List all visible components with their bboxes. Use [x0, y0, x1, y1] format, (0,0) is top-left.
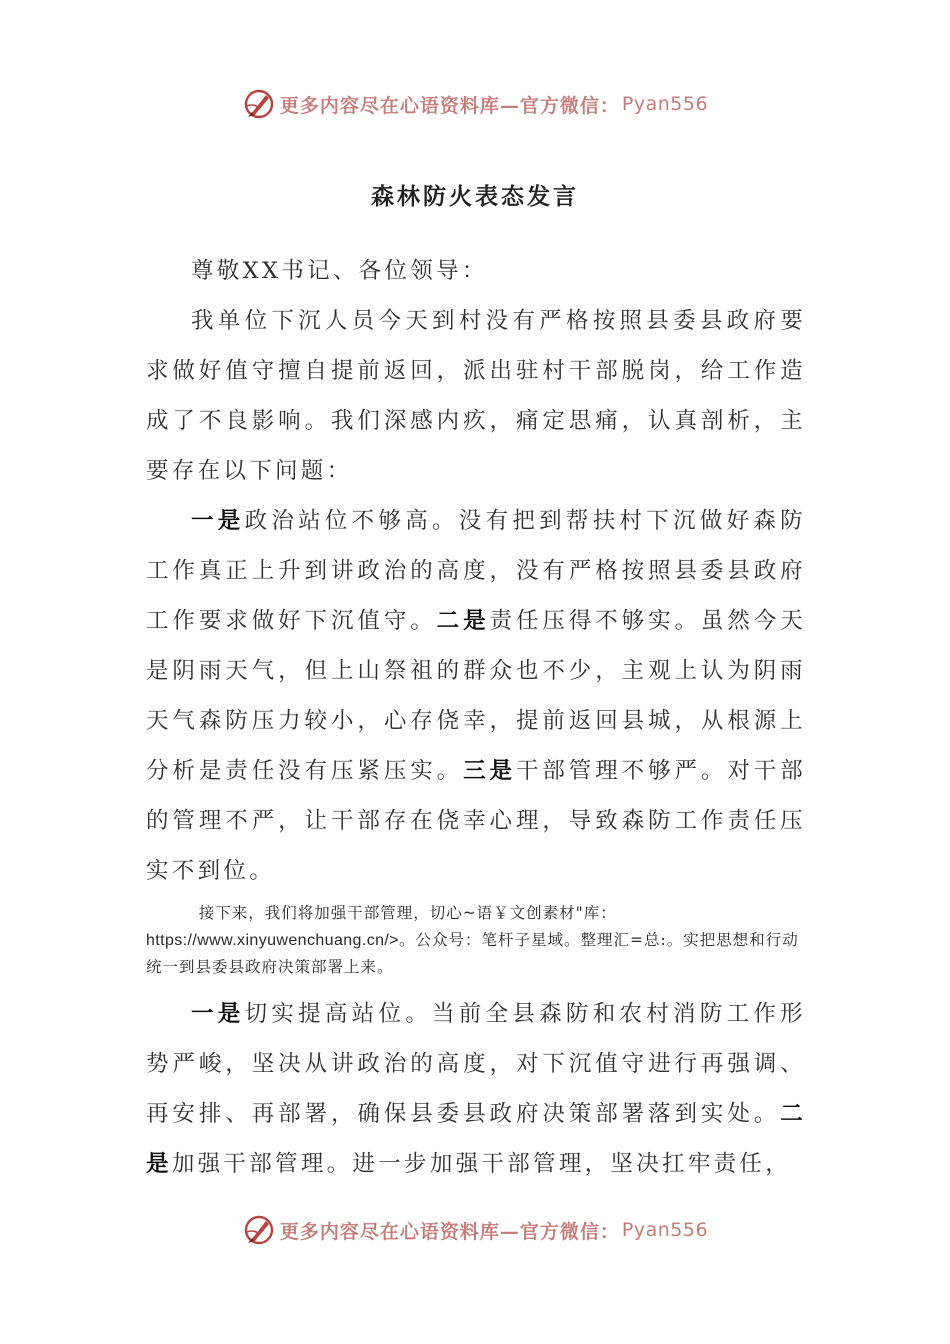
measure-2-label: 二是: [146, 1101, 806, 1177]
pen-logo-icon: [242, 87, 276, 121]
note-url: https://www.xinyuwenchuang.cn/>: [146, 932, 399, 949]
problem-1-text: 政治站位不够高。没有把到帮扶村下沉做好森防工作真正上升到讲政治的高度，没有严格按照县委县政府工作要求做好下沉值守。: [146, 508, 806, 634]
measure-1-text: 切实提高站位。当前全县森防和农村消防工作形势严峻，坚决从讲政治的高度，对下沉值守进行再强调、再安排、再部署，确保县委县政府决策部署落到实处。: [146, 1001, 806, 1127]
problem-3-text: 干部管理不够严。对干部的管理不严，让干部存在侥幸心理，导致森防工作责任压实不到位。: [146, 758, 806, 884]
problem-2-text: 责任压得不够实。虽然今天是阴雨天气，但上山祭祖的群众也不少，主观上认为阴雨天气森防压力较小，心存侥幸，提前返回县城，从根源上分析是责任没有压紧压实。: [146, 608, 806, 784]
intro-paragraph: 我单位下沉人员今天到村没有严格按照县委县政府要求做好值守擅自提前返回，派出驻村干部脱岗，给工作造成了不良影响。我们深感内疚，痛定思痛，认真剖析，主要存在以下问题：: [146, 308, 806, 484]
banner-text: 更多内容尽在心语资料库—官方微信：: [279, 94, 620, 117]
problems-paragraph: [146, 496, 806, 896]
page-title: 森林防火表态发言: [371, 184, 579, 210]
document-body: [146, 246, 806, 1189]
banner-wechat-id: Pyan556: [621, 1219, 709, 1241]
note-before: 接下来，我们将加强干部管理，切心~语￥文创素材"库：: [198, 904, 617, 922]
salutation: 尊敬XX书记、各位领导：: [191, 258, 488, 284]
note-after: 。公众号：笔杆子星域。整理汇=总:。实把思想和行动统一到县委县政府决策部署上来。: [146, 931, 799, 976]
inserted-note: [146, 900, 806, 981]
problem-3-label: 三是: [463, 758, 516, 784]
banner-wechat-id: Pyan556: [621, 93, 709, 115]
measure-2-text: 加强干部管理。进一步加强干部管理，坚决扛牢责任，: [171, 1151, 792, 1177]
measure-1-label: 一是: [191, 1001, 245, 1027]
problem-1-label: 一是: [191, 508, 245, 534]
pen-logo-icon: [242, 1213, 276, 1247]
footer-watermark-banner: [0, 1210, 950, 1250]
banner-text: 更多内容尽在心语资料库—官方微信：: [279, 1220, 620, 1243]
measures-paragraph: [146, 989, 806, 1189]
problem-2-label: 二是: [436, 608, 490, 634]
header-watermark-banner: [0, 84, 950, 124]
